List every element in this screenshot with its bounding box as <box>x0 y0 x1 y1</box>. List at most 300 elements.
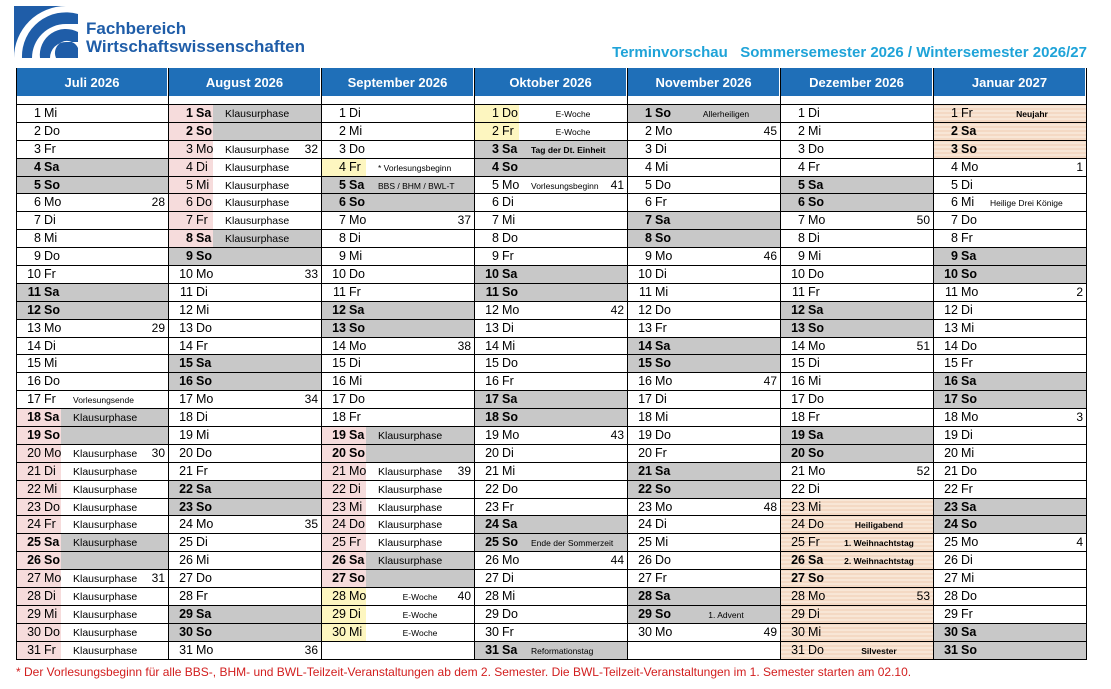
weekday: Mi <box>961 571 975 586</box>
day-row <box>169 624 321 642</box>
weekday: Do <box>502 106 518 120</box>
day-row <box>628 302 780 320</box>
weekday: Mo <box>961 410 979 425</box>
day-row <box>169 373 321 391</box>
day-row <box>17 141 168 159</box>
day-row <box>17 481 168 499</box>
weekday: Sa <box>961 624 977 639</box>
day-number: 17 <box>27 392 41 407</box>
day-row <box>169 516 321 534</box>
weekday: Fr <box>808 159 820 174</box>
weekday: Mo <box>808 589 826 604</box>
day-row <box>17 105 168 123</box>
weekday: So <box>655 606 671 621</box>
weekday: Mo <box>502 302 520 317</box>
day-note: Klausurphase <box>378 537 443 550</box>
day-row <box>781 266 933 284</box>
day-row <box>934 534 1086 552</box>
day-note: Klausurphase <box>73 626 138 639</box>
day-number: 23 <box>179 499 193 514</box>
weekday: Mi <box>196 177 210 192</box>
day-number: 15 <box>179 356 193 371</box>
weekday: Mi <box>961 195 975 210</box>
day-row <box>475 302 627 320</box>
day-row <box>169 302 321 320</box>
day-row <box>475 552 627 570</box>
weekday: Do <box>961 589 977 604</box>
day-row <box>628 570 780 588</box>
day-number: 27 <box>944 571 958 586</box>
weekday: Mi <box>44 106 58 120</box>
day-number: 17 <box>332 392 346 407</box>
weekday: So <box>196 374 212 389</box>
month-column <box>322 68 475 660</box>
day-note: Klausurphase <box>378 430 443 443</box>
calendar-week: 48 <box>763 499 777 514</box>
day-number: 11 <box>333 284 346 299</box>
weekday: Mo <box>196 517 214 532</box>
day-number: 2 <box>34 123 41 138</box>
weekday: Do <box>808 642 824 657</box>
day-row <box>934 266 1086 284</box>
day-row <box>169 123 321 141</box>
day-row <box>628 516 780 534</box>
day-number: 23 <box>27 499 41 514</box>
day-row <box>628 642 780 660</box>
day-row <box>934 320 1086 338</box>
weekday: Fr <box>44 642 56 657</box>
weekday: Sa <box>655 589 671 604</box>
day-note: E-Woche <box>402 627 438 638</box>
day-row <box>781 427 933 445</box>
day-number: 6 <box>951 195 958 210</box>
calendar-week: 34 <box>304 392 318 407</box>
day-note: Klausurphase <box>378 555 443 568</box>
weekday: Mo <box>961 159 979 174</box>
day-number: 24 <box>485 517 499 532</box>
day-row <box>169 320 321 338</box>
weekday: Sa <box>196 606 212 621</box>
weekday: Fr <box>196 463 208 478</box>
day-row <box>781 570 933 588</box>
day-number: 24 <box>638 517 652 532</box>
day-number: 27 <box>27 571 41 586</box>
weekday: Sa <box>196 231 212 246</box>
day-number: 25 <box>332 535 346 550</box>
weekday: So <box>44 302 60 317</box>
day-row <box>475 570 627 588</box>
day-row <box>628 373 780 391</box>
university-logo <box>14 6 78 58</box>
day-number: 21 <box>944 463 958 478</box>
weekday: So <box>349 320 365 335</box>
weekday: Di <box>808 606 820 621</box>
day-row <box>475 159 627 177</box>
day-number: 10 <box>485 267 499 282</box>
day-number: 15 <box>485 356 499 371</box>
day-row <box>475 588 627 606</box>
day-number: 7 <box>34 213 41 228</box>
calendar-week: 2 <box>1076 284 1083 299</box>
weekday: Mo <box>44 320 62 335</box>
day-number: 31 <box>27 642 41 657</box>
calendar-week: 47 <box>763 374 777 389</box>
weekday: So <box>808 571 824 586</box>
day-note: Klausurphase <box>225 215 290 228</box>
day-row <box>17 159 168 177</box>
day-row <box>934 123 1086 141</box>
weekday: Di <box>655 267 667 282</box>
day-row <box>781 642 933 660</box>
weekday: Di <box>808 231 820 246</box>
weekday: So <box>349 571 365 586</box>
day-number: 21 <box>485 463 499 478</box>
day-number: 6 <box>492 195 499 210</box>
weekday: Mo <box>44 195 62 210</box>
weekday: Sa <box>349 302 365 317</box>
weekday: Sa <box>349 177 365 192</box>
weekday: Do <box>349 517 365 532</box>
day-row <box>781 624 933 642</box>
day-note: Allerheiligen <box>702 109 750 119</box>
day-number: 26 <box>791 553 805 568</box>
day-note: 1. Advent <box>708 609 744 620</box>
month-column <box>16 68 169 660</box>
day-row <box>781 230 933 248</box>
day-number: 22 <box>27 481 41 496</box>
day-row <box>169 284 321 302</box>
day-row <box>475 391 627 409</box>
day-number: 22 <box>332 481 346 496</box>
day-row <box>628 624 780 642</box>
day-number: 7 <box>492 213 499 228</box>
day-note: Klausurphase <box>378 483 443 496</box>
day-number: 5 <box>492 177 499 192</box>
weekday: Do <box>655 302 671 317</box>
day-number: 29 <box>638 606 652 621</box>
day-number: 8 <box>492 231 499 246</box>
day-number: 8 <box>339 231 346 246</box>
day-number: 12 <box>944 302 958 317</box>
day-row <box>169 499 321 517</box>
weekday: So <box>808 320 824 335</box>
weekday: Mi <box>808 499 822 514</box>
weekday: Di <box>349 356 361 371</box>
day-row <box>17 445 168 463</box>
day-row <box>628 284 780 302</box>
day-row <box>781 123 933 141</box>
weekday: So <box>502 535 518 550</box>
day-row <box>169 570 321 588</box>
weekday: Fr <box>502 374 514 389</box>
calendar-week: 36 <box>304 642 318 657</box>
weekday: Di <box>196 159 208 174</box>
weekday: So <box>502 159 518 174</box>
day-row <box>322 338 474 356</box>
weekday: Sa <box>502 267 518 282</box>
day-number: 13 <box>332 320 346 335</box>
day-row <box>169 212 321 230</box>
day-row <box>934 409 1086 427</box>
weekday: Fr <box>961 106 973 120</box>
day-number: 11 <box>945 284 958 299</box>
weekday: Do <box>44 374 60 389</box>
faculty-name <box>86 20 305 56</box>
day-number: 20 <box>485 445 499 460</box>
calendar-week: 39 <box>457 463 471 478</box>
day-number: 23 <box>485 499 499 514</box>
day-row <box>17 588 168 606</box>
day-row <box>781 159 933 177</box>
weekday: Fr <box>502 499 514 514</box>
day-number: 10 <box>27 267 41 282</box>
day-number: 6 <box>186 195 193 210</box>
day-row <box>322 141 474 159</box>
day-row <box>475 355 627 373</box>
day-row <box>169 338 321 356</box>
day-row <box>17 284 168 302</box>
day-row <box>934 159 1086 177</box>
day-row <box>934 338 1086 356</box>
day-row <box>17 123 168 141</box>
day-number: 19 <box>944 428 958 443</box>
weekday: So <box>655 231 671 246</box>
day-number: 22 <box>638 481 652 496</box>
calendar-week: 31 <box>151 571 165 586</box>
day-number: 24 <box>791 517 805 532</box>
day-note: Klausurphase <box>225 197 290 210</box>
weekday: Mo <box>502 553 520 568</box>
day-note: Vorlesungsende <box>73 395 134 406</box>
day-note: Klausurphase <box>73 412 138 425</box>
day-note: BBS / BHM / BWL-T <box>378 180 455 191</box>
month-header: August 2026 <box>169 68 321 96</box>
weekday: Mi <box>655 410 669 425</box>
weekday: Sa <box>808 553 824 568</box>
day-number: 12 <box>27 302 41 317</box>
weekday: So <box>502 410 518 425</box>
day-row <box>17 320 168 338</box>
day-number: 31 <box>944 642 958 657</box>
day-row <box>475 445 627 463</box>
day-row <box>628 588 780 606</box>
day-number: 30 <box>791 624 805 639</box>
day-number: 26 <box>485 553 499 568</box>
weekday: So <box>655 106 671 120</box>
weekday: Mo <box>44 445 62 460</box>
day-number: 13 <box>179 320 193 335</box>
month-header: Juli 2026 <box>17 68 168 96</box>
weekday: Sa <box>655 338 671 353</box>
weekday: Do <box>655 177 671 192</box>
weekday: Mi <box>196 302 210 317</box>
weekday: Mo <box>655 374 673 389</box>
day-number: 13 <box>791 320 805 335</box>
weekday: Mi <box>655 284 669 299</box>
weekday: Fr <box>655 195 667 210</box>
day-row <box>628 159 780 177</box>
day-number: 27 <box>485 571 499 586</box>
day-number: 2 <box>339 123 346 138</box>
weekday: Mo <box>655 123 673 138</box>
day-number: 23 <box>638 499 652 514</box>
day-row <box>475 177 627 195</box>
day-row <box>934 624 1086 642</box>
day-number: 14 <box>638 338 652 353</box>
calendar-week: 30 <box>151 445 165 460</box>
day-row <box>781 552 933 570</box>
day-row <box>781 534 933 552</box>
day-number: 9 <box>645 249 652 264</box>
calendar-week: 53 <box>916 589 930 604</box>
day-number: 16 <box>179 374 193 389</box>
day-number: 21 <box>179 463 193 478</box>
day-number: 14 <box>179 338 193 353</box>
day-number: 11 <box>792 284 805 299</box>
weekday: Do <box>196 195 212 210</box>
day-note: Klausurphase <box>225 233 290 246</box>
day-row <box>17 409 168 427</box>
weekday: Fr <box>349 535 361 550</box>
weekday: Di <box>349 231 361 246</box>
day-row <box>17 606 168 624</box>
day-note: Klausurphase <box>73 519 138 532</box>
day-row <box>169 606 321 624</box>
day-row <box>169 159 321 177</box>
day-row <box>475 123 627 141</box>
calendar-week: 41 <box>610 177 624 192</box>
day-note: Heilige Drei Könige <box>990 198 1063 209</box>
weekday: Di <box>808 106 820 120</box>
day-number: 19 <box>179 428 193 443</box>
day-row <box>781 373 933 391</box>
day-row <box>322 194 474 212</box>
weekday: Mi <box>502 213 516 228</box>
day-number: 11 <box>180 284 193 299</box>
day-row <box>322 230 474 248</box>
day-number: 9 <box>34 249 41 264</box>
day-number: 4 <box>186 159 193 174</box>
day-row <box>781 463 933 481</box>
weekday: So <box>961 141 977 156</box>
day-number: 16 <box>791 374 805 389</box>
day-row <box>17 463 168 481</box>
day-number: 19 <box>485 428 499 443</box>
day-row <box>934 302 1086 320</box>
day-number: 2 <box>951 123 958 138</box>
weekday: Di <box>655 392 667 407</box>
day-number: 15 <box>944 356 958 371</box>
weekday: Do <box>502 231 518 246</box>
day-row <box>934 552 1086 570</box>
calendar-week: 43 <box>610 428 624 443</box>
weekday: Di <box>349 106 361 120</box>
weekday: Di <box>196 284 208 299</box>
day-row <box>169 355 321 373</box>
weekday: Mi <box>961 445 975 460</box>
weekday: So <box>961 517 977 532</box>
weekday: Fr <box>196 589 208 604</box>
day-number: 22 <box>944 481 958 496</box>
weekday: Do <box>961 213 977 228</box>
day-row <box>169 105 321 123</box>
day-number: 9 <box>798 249 805 264</box>
day-number: 9 <box>951 249 958 264</box>
day-number: 15 <box>638 356 652 371</box>
day-number: 25 <box>638 535 652 550</box>
weekday: Sa <box>44 535 60 550</box>
day-row <box>934 105 1086 123</box>
weekday: Di <box>961 177 973 192</box>
day-row <box>628 338 780 356</box>
day-note: * Vorlesungsbeginn <box>378 162 452 173</box>
day-number: 10 <box>179 267 193 282</box>
weekday: So <box>196 499 212 514</box>
day-number: 28 <box>791 589 805 604</box>
faculty-line1: Fachbereich <box>86 19 187 38</box>
day-row <box>322 391 474 409</box>
day-number: 18 <box>179 410 193 425</box>
day-row <box>169 248 321 266</box>
day-row <box>781 355 933 373</box>
day-row <box>934 445 1086 463</box>
day-number: 27 <box>638 571 652 586</box>
day-number: 28 <box>638 589 652 604</box>
day-number: 29 <box>332 606 346 621</box>
day-number: 2 <box>186 123 193 138</box>
day-row <box>475 516 627 534</box>
day-row <box>17 194 168 212</box>
weekday: Do <box>349 267 365 282</box>
weekday: So <box>196 123 212 138</box>
day-note: Ende der Sommerzeit <box>531 538 614 549</box>
day-number: 5 <box>798 177 805 192</box>
day-number: 13 <box>485 320 499 335</box>
day-number: 3 <box>951 141 958 156</box>
day-row <box>322 212 474 230</box>
day-row <box>169 391 321 409</box>
day-row <box>934 642 1086 660</box>
day-number: 1 <box>798 106 805 120</box>
day-number: 2 <box>645 123 652 138</box>
day-row <box>781 320 933 338</box>
weekday: Di <box>196 410 208 425</box>
weekday: Mi <box>961 320 975 335</box>
day-note: E-Woche <box>555 109 591 119</box>
day-row <box>628 445 780 463</box>
day-number: 19 <box>791 428 805 443</box>
day-number: 29 <box>944 606 958 621</box>
day-number: 11 <box>485 284 499 299</box>
weekday: Fr <box>655 571 667 586</box>
day-number: 26 <box>332 553 346 568</box>
weekday: Mi <box>349 499 363 514</box>
day-row <box>781 516 933 534</box>
day-number: 5 <box>339 177 346 192</box>
weekday: Do <box>502 606 518 621</box>
day-note: Klausurphase <box>73 483 138 496</box>
day-row <box>628 248 780 266</box>
day-number: 28 <box>485 589 499 604</box>
day-row <box>628 177 780 195</box>
day-number: 12 <box>179 302 193 317</box>
day-row <box>934 355 1086 373</box>
day-row <box>169 409 321 427</box>
day-note: Neujahr <box>1016 109 1048 119</box>
day-row <box>322 499 474 517</box>
weekday: So <box>655 481 671 496</box>
day-number: 18 <box>791 410 805 425</box>
